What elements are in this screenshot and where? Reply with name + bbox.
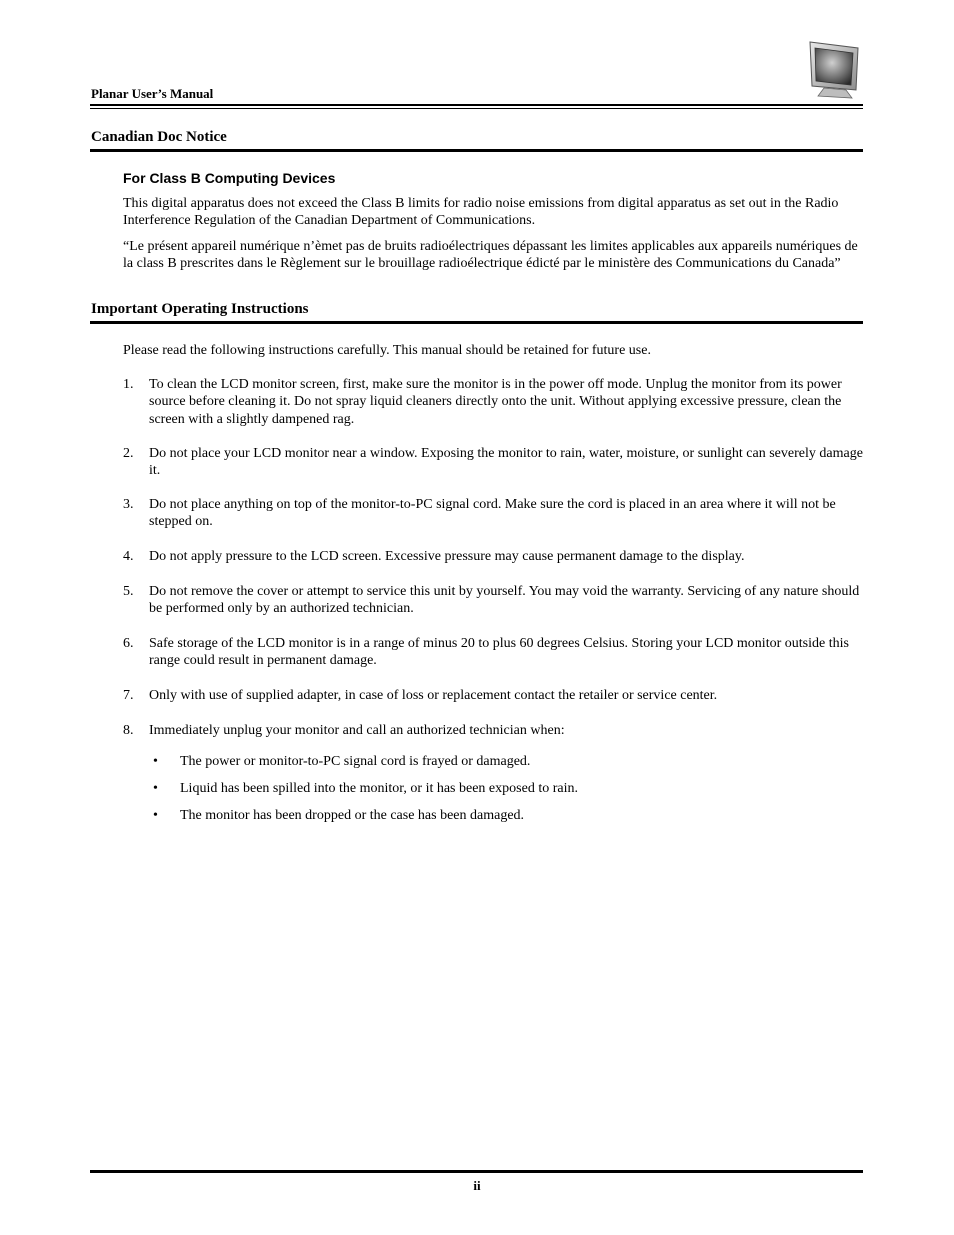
header-rule — [90, 104, 863, 109]
list-number: 8. — [123, 723, 134, 738]
bullet-icon: • — [153, 754, 158, 769]
section-title-canadian: Canadian Doc Notice — [91, 129, 227, 145]
monitor-icon — [806, 40, 862, 102]
header-title: Planar User’s Manual — [91, 86, 214, 101]
list-item — [123, 376, 868, 428]
list-item — [123, 583, 868, 618]
instructions-intro: Please read the following instructions carefully. This manual should be retained for future use. — [123, 343, 651, 358]
list-number: 3. — [123, 497, 134, 512]
bullet-text: The monitor has been dropped or the case has been damaged. — [180, 808, 525, 823]
list-number: 5. — [123, 584, 134, 599]
list-item — [123, 635, 868, 670]
list-item — [123, 496, 868, 531]
bullet-icon: • — [153, 808, 158, 823]
page-number: ii — [473, 1178, 481, 1193]
list-text: Do not place your LCD monitor near a window. Exposing the monitor to rain, water, moisture, or sunlight can severely damage it. — [149, 446, 863, 479]
bullet-text: Liquid has been spilled into the monitor, or it has been exposed to rain. — [180, 781, 578, 796]
list-text: Do not apply pressure to the LCD screen. Excessive pressure may cause permanent damage to the display. — [149, 549, 745, 564]
list-number: 1. — [123, 377, 134, 392]
sub-heading-class-b: For Class B Computing Devices — [123, 170, 336, 186]
section-title-instructions: Important Operating Instructions — [91, 301, 309, 317]
bullet-item — [153, 780, 853, 797]
section-rule — [90, 321, 863, 324]
list-text: Only with use of supplied adapter, in case of loss or replacement contact the retailer or service center. — [149, 688, 718, 703]
bullet-text: The power or monitor-to-PC signal cord is frayed or damaged. — [180, 754, 531, 769]
list-number: 2. — [123, 446, 134, 461]
list-number: 6. — [123, 636, 134, 651]
bullet-icon: • — [153, 781, 158, 796]
list-text: To clean the LCD monitor screen, first, make sure the monitor is in the power off mode. Unplug the monitor from its power source before cleaning it. Do not spray liquid cleaners directly onto the unit. Without applying excessive pressure, clean the screen with a slightly dampened rag. — [149, 377, 842, 427]
section-rule — [90, 149, 863, 152]
footer-rule — [90, 1170, 863, 1173]
list-item — [123, 687, 868, 704]
paragraph-french: “Le présent appareil numérique n’èmet pas de bruits radioélectriques dépassant les limites applicables aux appareils numériques de la class B prescrites dans le Règlement sur le brouillage radioélectrique édicté par le ministère des Communications du Canada” — [123, 239, 858, 272]
list-text: Do not place anything on top of the monitor-to-PC signal cord. Make sure the cord is placed in an area where it will not be stepped on. — [149, 497, 836, 530]
bullet-item — [153, 753, 853, 770]
bullet-item — [153, 807, 853, 824]
list-number: 7. — [123, 688, 134, 703]
list-text: Immediately unplug your monitor and call an authorized technician when: — [149, 723, 565, 738]
list-item — [123, 548, 868, 565]
list-item — [123, 445, 868, 480]
list-text: Do not remove the cover or attempt to service this unit by yourself. You may void the warranty. Servicing of any nature should be performed only by an authorized technician. — [149, 584, 860, 617]
paragraph-english: This digital apparatus does not exceed the Class B limits for radio noise emissions from digital apparatus as set out in the Radio Interference Regulation of the Canadian Department of Communications. — [123, 196, 839, 229]
list-item — [123, 722, 868, 739]
list-text: Safe storage of the LCD monitor is in a range of minus 20 to plus 60 degrees Celsius. Storing your LCD monitor outside this range could result in permanent damage. — [149, 636, 849, 669]
list-number: 4. — [123, 549, 134, 564]
